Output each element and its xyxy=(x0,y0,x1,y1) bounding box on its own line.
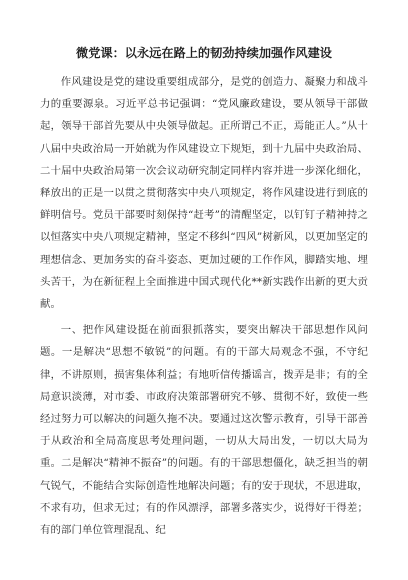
document-title: 微党课：以永远在路上的韧劲持续加强作风建设 xyxy=(76,46,332,60)
paragraph-intro: 作风建设是党的建设重要组成部分，是党的创造力、凝聚力和战斗力的重要源泉。习近平总书记强调：“党风廉政建设，要从领导干部做起，领导干部首先要从中央领导做起。正所谓己不正，焉能正人。”从十八届中央政治局一开始就为作风建设立下规矩，到十九届中央政治局、二十届中央政治局第一次会议动研究制定同样内容并进一步深化细化，释放出的正是一以贯之贯彻落实中央八项规定，将作风建设进行到底的鲜明信号。党员干部要时刻保持“赶考”的清醒坚定，以钉钉子精神持之以恒落实中央八项规定精神，坚定不移纠“四风”树新风，以更加坚定的理想信念、更加务实的奋斗姿态、更加过硬的工作作风，脚踏实地、埋头苦干，为在新征程上全面推进中国式现代化**新实践作出新的更大贡献。 xyxy=(40,76,368,311)
paragraph-section-1: 一、把作风建设挺在前面狠抓落实，要突出解决干部思想作风问题。一是解决“思想不敏锐”的问题。有的干部大局观念不强，不守纪律，不讲原则，损害集体利益；有地听信传播谣言，拨弄是非；有的全局意识淡薄，对市委、市政府决策部署研究不够、贯彻不好，致使一些经过努力可以解决的问题久拖不决。要通过这次警示教育，引导干部善于从政治和全局高度思考处理问题，一切从大局出发，一切以大局为重。二是解决“精神不振奋”的问题。有的干部思想僵化，缺乏担当的朝气锐气，不能结合实际创造性地解决问题；有的安于现状，不思进取，不求有功，但求无过；有的作风漂浮，部署多落实少，说得好干得差；有的部门单位管理混乱、纪 xyxy=(40,324,368,537)
